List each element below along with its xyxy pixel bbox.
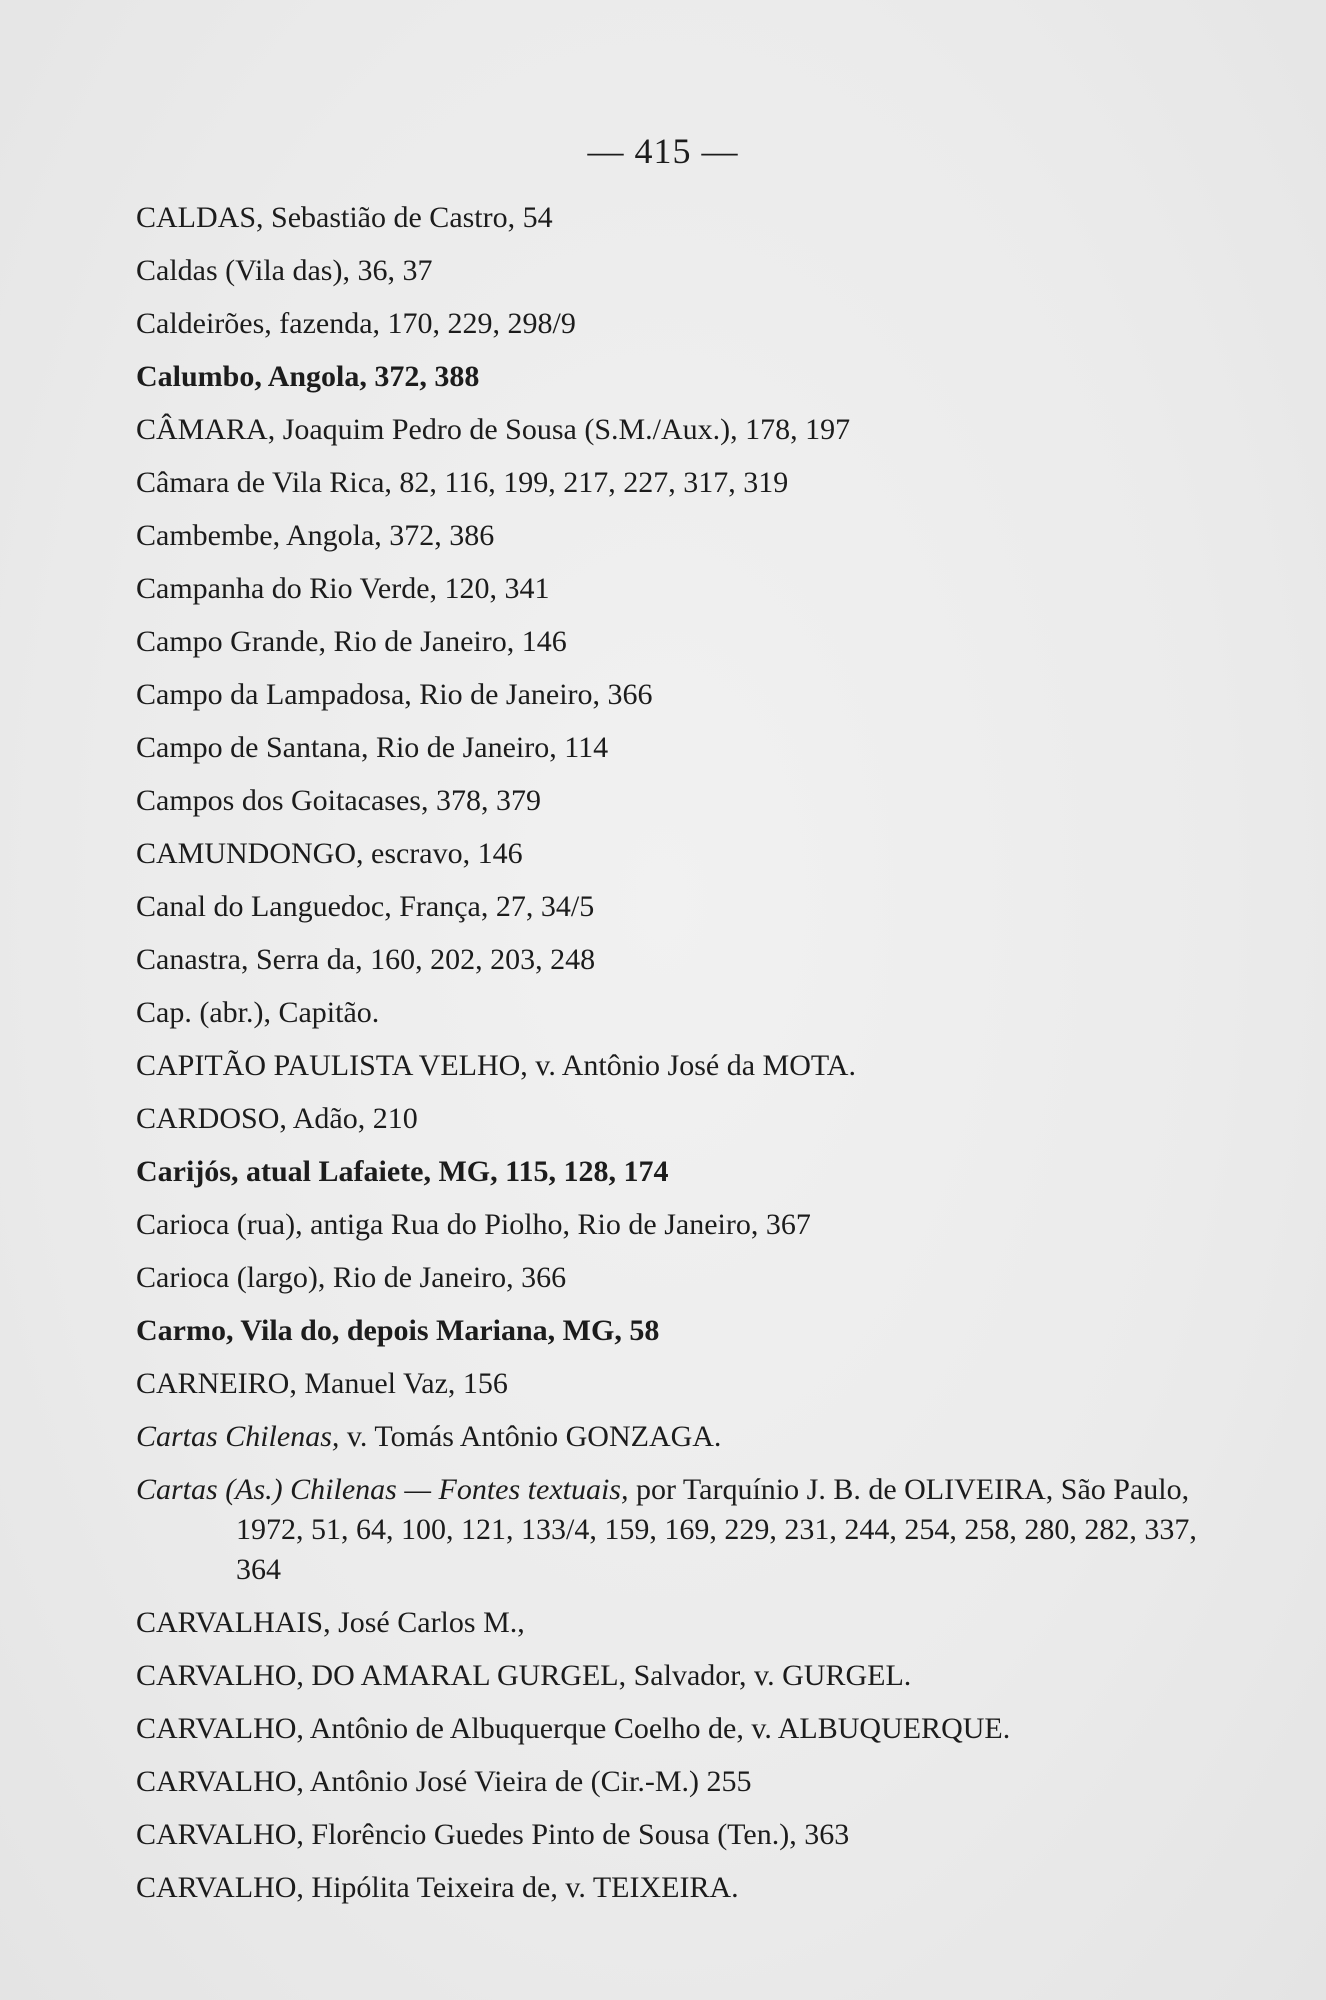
index-entry (136, 251, 1216, 304)
index-entry (136, 781, 1216, 834)
index-entry (136, 516, 1216, 569)
index-entry (136, 1364, 1216, 1417)
entry-text: Carioca (largo), Rio de Janeiro, 366 (136, 1261, 567, 1294)
entry-text: Campo Grande, Rio de Janeiro, 146 (136, 625, 567, 658)
index-entry (136, 1470, 1216, 1590)
entry-text: CARVALHO, Hipólita Teixeira de, v. TEIXEIRA. (136, 1871, 739, 1904)
page-number: — 415 — (587, 131, 739, 171)
index-entry (136, 410, 1216, 463)
index-entry (136, 728, 1216, 781)
index-entry (136, 304, 1216, 357)
index-entry (136, 940, 1216, 993)
entry-text: CARVALHO, Florêncio Guedes Pinto de Sousa (Ten.), 363 (136, 1818, 850, 1851)
entry-text: Carioca (rua), antiga Rua do Piolho, Rio de Janeiro, 367 (136, 1208, 811, 1241)
entry-text: Cambembe, Angola, 372, 386 (136, 519, 495, 552)
index-entry (136, 198, 1216, 251)
entry-text: Canastra, Serra da, 160, 202, 203, 248 (136, 943, 596, 976)
entry-text: CALDAS, Sebastião de Castro, 54 (136, 201, 553, 234)
entry-text: Campo de Santana, Rio de Janeiro, 114 (136, 731, 609, 764)
entry-text: CARVALHO, DO AMARAL GURGEL, Salvador, v. GURGEL. (136, 1659, 912, 1692)
entry-text: Carijós, atual Lafaiete, MG, 115, 128, 174 (136, 1155, 669, 1188)
entry-text: CARVALHO, Antônio José Vieira de (Cir.-M.) 255 (136, 1765, 752, 1798)
entry-text: CAMUNDONGO, escravo, 146 (136, 837, 523, 870)
index-entries (136, 198, 1216, 1921)
index-entry (136, 357, 1216, 410)
entry-text: Calumbo, Angola, 372, 388 (136, 360, 480, 393)
index-entry (136, 1205, 1216, 1258)
index-entry (136, 1046, 1216, 1099)
entry-text: CARVALHO, Antônio de Albuquerque Coelho de, v. ALBUQUERQUE. (136, 1712, 1011, 1745)
index-entry (136, 1815, 1216, 1868)
index-entry (136, 463, 1216, 516)
entry-text: Campanha do Rio Verde, 120, 341 (136, 572, 550, 605)
entry-text: Caldeirões, fazenda, 170, 229, 298/9 (136, 307, 576, 340)
index-entry (136, 622, 1216, 675)
index-entry (136, 1311, 1216, 1364)
entry-text: CÂMARA, Joaquim Pedro de Sousa (S.M./Aux.), 178, 197 (136, 413, 851, 446)
entry-text: Carmo, Vila do, depois Mariana, MG, 58 (136, 1314, 660, 1347)
entry-text: Caldas (Vila das), 36, 37 (136, 254, 433, 287)
entry-text: CARNEIRO, Manuel Vaz, 156 (136, 1367, 508, 1400)
index-entry (136, 1656, 1216, 1709)
entry-italic-title: Cartas (As.) Chilenas — Fontes textuais, (136, 1473, 629, 1506)
index-entry (136, 1417, 1216, 1470)
index-entry (136, 1603, 1216, 1656)
entry-text: CAPITÃO PAULISTA VELHO, v. Antônio José da MOTA. (136, 1049, 856, 1082)
entry-text: CARVALHAIS, José Carlos M., (136, 1606, 525, 1639)
index-entry (136, 569, 1216, 622)
index-entry (136, 675, 1216, 728)
entry-text: Campos dos Goitacases, 378, 379 (136, 784, 541, 817)
index-entry (136, 993, 1216, 1046)
index-entry (136, 1099, 1216, 1152)
entry-text: CARDOSO, Adão, 210 (136, 1102, 418, 1135)
index-entry (136, 1258, 1216, 1311)
entry-text: Canal do Languedoc, França, 27, 34/5 (136, 890, 595, 923)
index-entry (136, 1709, 1216, 1762)
entry-text: v. Tomás Antônio GONZAGA. (339, 1420, 722, 1453)
index-entry (136, 887, 1216, 940)
index-entry (136, 1152, 1216, 1205)
index-entry (136, 1762, 1216, 1815)
index-entry (136, 1868, 1216, 1921)
entry-text: Campo da Lampadosa, Rio de Janeiro, 366 (136, 678, 653, 711)
entry-italic-title: Cartas Chilenas, (136, 1420, 340, 1453)
entry-text: por Tarquínio J. B. de OLIVEIRA, São Paulo, 1972, 51, 64, 100, 121, 133/4, 159, 169, 229, 231, 244, 254, 258, 280, 282, 337, 364 (236, 1473, 1197, 1586)
index-entry (136, 834, 1216, 887)
entry-text: Cap. (abr.), Capitão. (136, 996, 380, 1029)
entry-text: Câmara de Vila Rica, 82, 116, 199, 217, 227, 317, 319 (136, 466, 789, 499)
